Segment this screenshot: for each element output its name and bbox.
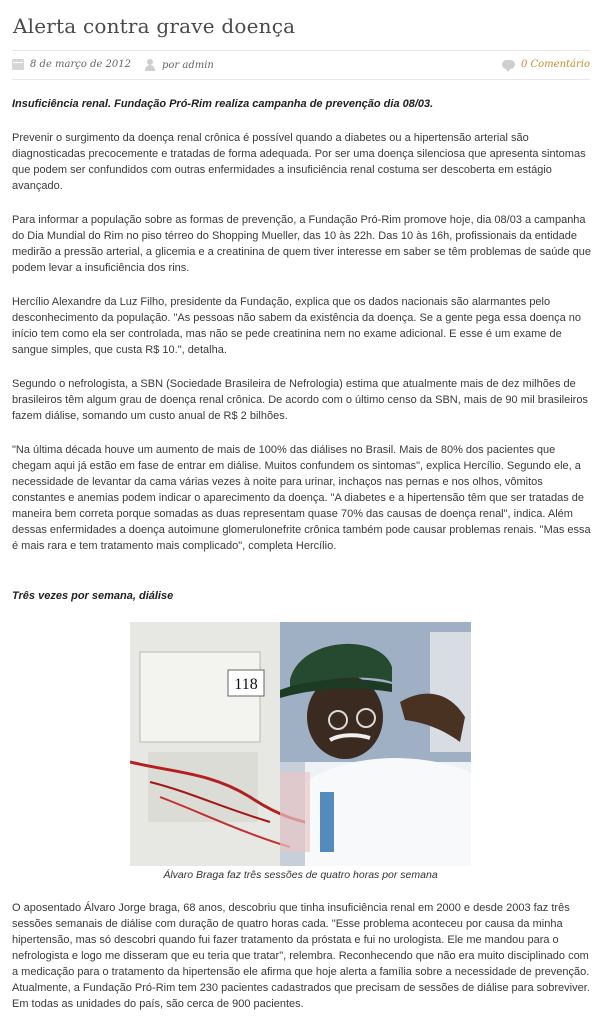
post-meta-bar (12, 50, 590, 80)
post-author-text[interactable]: por admin (162, 59, 214, 71)
closing-paragraph: O aposentado Álvaro Jorge braga, 68 anos, descobriu que tinha insuficiência renal em 2000 e desde 2003 faz três sessões semanais de diálise com duração de quatro horas cada. "Esse problema aconteceu por causa da minha hipertensão, mas só descobri quando fui fazer tratamento da próstata e fui no urologista. Ele me mandou para o nefrologista e logo me disseram que eu teria que tratar", relembra. Reconhecendo que não era muito disciplinado com a medicação para o tratamento da hipertensão ele afirma que hoje alerta a família sobre a necessidade de prevenção. Atualmente, a Fundação Pró-Rim tem 230 pacientes cadastrados que precisam de sessões de diálise para sobreviver. Em todas as unidades do país, são cerca de 900 pacientes. (12, 902, 590, 1010)
paragraph-2: Para informar a população sobre as formas de prevenção, a Fundação Pró-Rim promove hoje, dia 08/03 a campanha do Dia Mundial do Rim no piso térreo do Shopping Mueller, das 10 às 22h. Das 10 às 16h, profissionais da entidade medirão a pressão arterial, a glicemia e a creatinina de quem tiver interesse em saber se têm problemas de saúde que podem levar a insuficiência dos rins. (12, 214, 592, 274)
post-date-text: 8 de março de 2012 (30, 59, 132, 70)
article-title: Alerta contra grave doença (13, 14, 296, 38)
photo-caption: Álvaro Braga faz três sessões de quatro horas por semana (163, 869, 438, 881)
comments-count-text[interactable]: 0 Comentário (520, 59, 590, 70)
paragraph-4: Segundo o nefrologista, a SBN (Sociedade Brasileira de Nefrologia) estima que atualmente mais de dez milhões de brasileiros têm algum grau de doença renal crônica. De acordo com o último censo da SBN, mais de 90 mil brasileiros fazem diálise, somando um custo anual de R$ 2 bilhões. (12, 378, 588, 422)
user-icon (144, 59, 156, 71)
section-subheading: Três vezes por semana, diálise (12, 590, 174, 602)
comment-bubble-icon (502, 60, 515, 69)
paragraph-5: "Na última década houve um aumento de mais de 100% das diálises no Brasil. Mais de 80% dos pacientes que chegam aqui já estão em fase de entrar em diálise. Muitos confundem os sintomas", explica Hercílio. Segundo ele, a necessidade de levantar da cama várias vezes à noite para urinar, inchaços nas pernas e nos olhos, vômitos constantes e anemias podem indicar o aparecimento da doença. "A diabetes e a hipertensão têm que ser tratadas de maneira bem correta porque somadas as duas representam quase 70% das causas de doença renal", indica. Além dessas enfermidades a doença autoimune glomerulonefrite crônica também pode causar problemas renais. "Mas essa é mais rara e tem tratamento mais complicado", completa Hercílio. (12, 444, 591, 552)
post-date (12, 59, 131, 70)
calendar-icon (12, 59, 24, 70)
paragraph-1: Prevenir o surgimento da doença renal crônica é possível quando a diabetes ou a hipertensão arterial são diagnosticadas precocemente e tratadas de forma adequada. Por ser uma doença silenciosa que apresenta sintomas que podem ser confundidos com outras enfermidades a insuficiência renal costuma ser descoberta em estágio avançado. (12, 132, 586, 192)
comments-link[interactable] (502, 59, 590, 70)
paragraph-3: Hercílio Alexandre da Luz Filho, presidente da Fundação, explica que os dados nacionais são alarmantes pelo desconhecimento da população. "As pessoas não sabem da existência da doença. Se a gente pega essa doença no início tem como ela ser controlada, mas não se pede creatinina nem no exame adicional. E esse é um exame de sangue simples, que custa R$ 10.", detalha. (12, 296, 581, 356)
machine-number-label: 118 (234, 676, 258, 693)
post-author[interactable] (144, 59, 214, 71)
article-lede: Insuficiência renal. Fundação Pró-Rim realiza campanha de prevenção dia 08/03. (12, 98, 434, 110)
dialysis-patient-photo (130, 622, 471, 866)
